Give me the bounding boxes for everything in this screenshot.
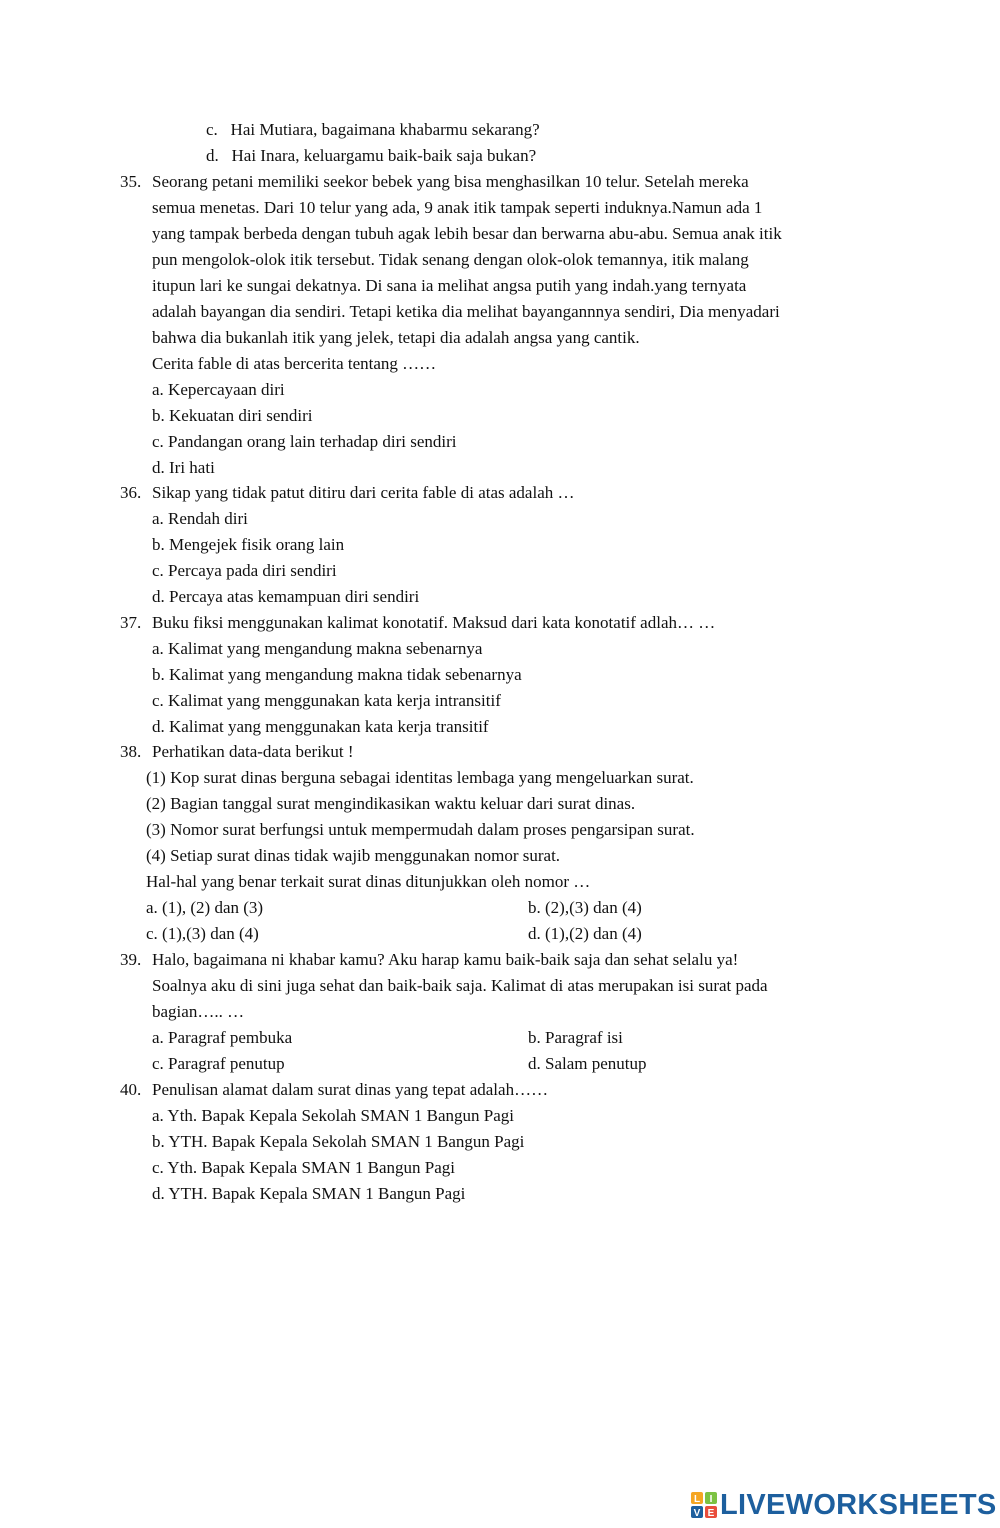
option-d[interactable]: d. Salam penutup <box>528 1054 647 1073</box>
option-d[interactable]: d. Kalimat yang menggunakan kata kerja transitif <box>152 717 489 736</box>
option-b[interactable]: b. Kekuatan diri sendiri <box>152 406 313 425</box>
option-c[interactable]: c. Pandangan orang lain terhadap diri sendiri <box>152 432 457 451</box>
question-35-prompt: Cerita fable di atas bercerita tentang …… <box>152 354 437 373</box>
statement-3: (3) Nomor surat berfungsi untuk mempermudah dalam proses pengarsipan surat. <box>146 820 695 839</box>
top-option-d: d. Hai Inara, keluargamu baik-baik saja bukan? <box>206 146 537 165</box>
question-number: 39. <box>120 950 142 969</box>
liveworksheets-logo[interactable] <box>690 1488 997 1522</box>
option-a[interactable]: a. Yth. Bapak Kepala Sekolah SMAN 1 Bangun Pagi <box>152 1106 514 1125</box>
option-a[interactable]: a. Kepercayaan diri <box>152 380 285 399</box>
statement-2: (2) Bagian tanggal surat mengindikasikan waktu keluar dari surat dinas. <box>146 794 636 813</box>
option-c[interactable]: c. Kalimat yang menggunakan kata kerja intransitif <box>152 691 501 710</box>
option-d[interactable]: d. Percaya atas kemampuan diri sendiri <box>152 587 420 606</box>
statement-4: (4) Setiap surat dinas tidak wajib menggunakan nomor surat. <box>146 846 561 865</box>
statement-1: (1) Kop surat dinas berguna sebagai identitas lembaga yang mengeluarkan surat. <box>146 768 694 787</box>
top-option-c: c. Hai Mutiara, bagaimana khabarmu sekarang? <box>206 120 540 139</box>
svg-text:E: E <box>707 1508 715 1519</box>
option-c[interactable]: c. (1),(3) dan (4) <box>146 924 259 943</box>
option-c[interactable]: c. Percaya pada diri sendiri <box>152 561 337 580</box>
svg-text:V: V <box>693 1508 701 1519</box>
question-37-prompt: Buku fiksi menggunakan kalimat konotatif. Maksud dari kata konotatif adlah… … <box>152 613 716 632</box>
option-a[interactable]: a. Kalimat yang mengandung makna sebenarnya <box>152 639 483 658</box>
option-b[interactable]: b. Kalimat yang mengandung makna tidak sebenarnya <box>152 665 522 684</box>
question-35-passage: Seorang petani memiliki seekor bebek yang bisa menghasilkan 10 telur. Setelah mereka semua menetas. Dari 10 telur yang ada, 9 anak itik tampak seperti induknya.Namun ada 1 yang tampak berbeda dengan tubuh agak lebih besar dan berwarna abu-abu. Semua anak itik pun mengolok-olok itik tersebut. Tidak senang dengan olok-olok temannya, itik malang itupun lari ke sungai dekatnya. Di sana ia melihat angsa putih yang indah.yang ternyata adalah bayangan dia sendiri. Tetapi ketika dia melihat bayangannnya sendiri, Dia menyadari bahwa dia bukanlah itik yang jelek, tetapi dia adalah angsa yang cantik. Cerita fable di atas bercerita tentang …… a. Kepercayaan diri b. Kekuatan diri sendiri c. Pandangan orang lain terhadap diri sendiri d. Iri hati <box>152 169 882 481</box>
question-38-subprompt: Hal-hal yang benar terkait surat dinas ditunjukkan oleh nomor … <box>146 872 591 891</box>
question-number: 35. <box>120 172 142 191</box>
option-a[interactable]: a. Paragraf pembuka <box>152 1028 293 1047</box>
question-number: 38. <box>120 742 142 761</box>
question-39-passage: Halo, bagaimana ni khabar kamu? Aku harap kamu baik-baik saja dan sehat selalu ya! Soalnya aku di sini juga sehat dan baik-baik saja. Kalimat di atas merupakan isi surat pada bagian….. … <box>152 950 768 1021</box>
option-b[interactable]: b. Paragraf isi <box>528 1028 623 1047</box>
option-d[interactable]: d. Iri hati <box>152 458 215 477</box>
option-d[interactable]: d. (1),(2) dan (4) <box>528 924 642 943</box>
option-a[interactable]: a. (1), (2) dan (3) <box>146 898 264 917</box>
option-b[interactable]: b. Mengejek fisik orang lain <box>152 535 345 554</box>
liveworksheets-logo-text: LIVEWORKSHEETS <box>720 1489 997 1521</box>
option-b[interactable]: b. YTH. Bapak Kepala Sekolah SMAN 1 Bangun Pagi <box>152 1132 525 1151</box>
option-c[interactable]: c. Paragraf penutup <box>152 1054 285 1073</box>
option-b[interactable]: b. (2),(3) dan (4) <box>528 898 642 917</box>
question-number: 36. <box>120 483 142 502</box>
svg-text:I: I <box>709 1494 713 1505</box>
option-d[interactable]: d. YTH. Bapak Kepala SMAN 1 Bangun Pagi <box>152 1184 466 1203</box>
option-a[interactable]: a. Rendah diri <box>152 509 248 528</box>
question-number: 40. <box>120 1080 142 1099</box>
question-40-prompt: Penulisan alamat dalam surat dinas yang tepat adalah…… <box>152 1080 549 1099</box>
liveworksheets-logo-icon <box>690 1491 718 1519</box>
question-38-prompt: Perhatikan data-data berikut ! <box>152 742 354 761</box>
question-36-prompt: Sikap yang tidak patut ditiru dari cerita fable di atas adalah … <box>152 483 575 502</box>
svg-text:L: L <box>693 1494 701 1505</box>
option-c[interactable]: c. Yth. Bapak Kepala SMAN 1 Bangun Pagi <box>152 1158 455 1177</box>
question-number: 37. <box>120 613 142 632</box>
